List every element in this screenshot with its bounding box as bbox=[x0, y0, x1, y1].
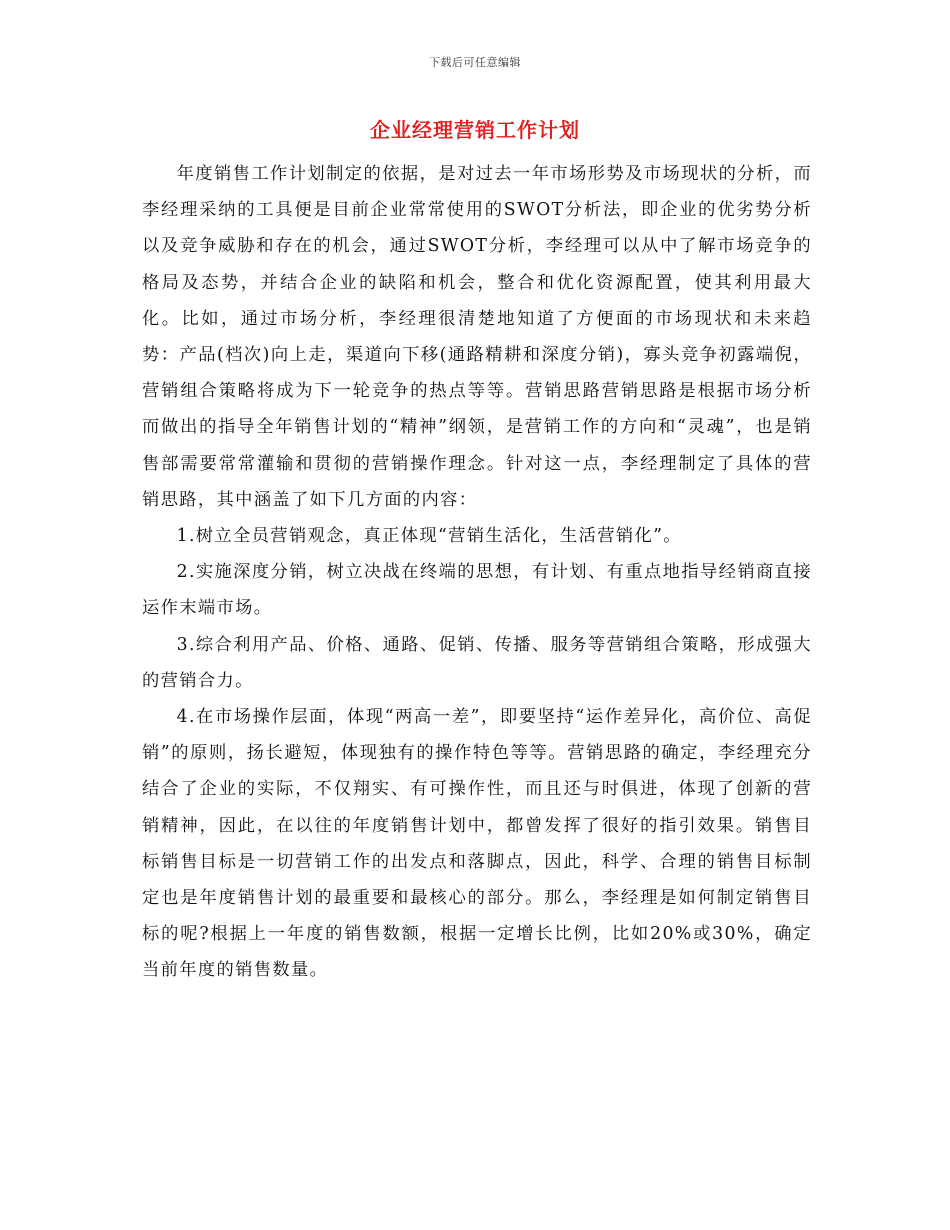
paragraph-item-2: 2.实施深度分销，树立决战在终端的思想，有计划、有重点地指导经销商直接运作末端市场。 bbox=[142, 562, 812, 619]
document-body bbox=[142, 156, 812, 989]
header-note: 下载后可任意编辑 bbox=[429, 56, 521, 69]
paragraph-item-4: 4.在市场操作层面，体现“两高一差”，即要坚持“运作差异化，高价位、高促销”的原则，扬长避短，体现独有的操作特色等等。营销思路的确定，李经理充分结合了企业的实际，不仅翔实、有可操作性，而且还与时俱进，体现了创新的营销精神，因此，在以往的年度销售计划中，都曾发挥了很好的指引效果。销售目标销售目标是一切营销工作的出发点和落脚点，因此，科学、合理的销售目标制定也是年度销售计划的最重要和最核心的部分。那么，李经理是如何制定销售目标的呢?根据上一年度的销售数额，根据一定增长比例，比如20%或30%，确定当前年度的销售数量。 bbox=[142, 707, 812, 981]
paragraph-intro: 年度销售工作计划制定的依据，是对过去一年市场形势及市场现状的分析，而李经理采纳的工具便是目前企业常常使用的SWOT分析法，即企业的优劣势分析以及竞争威胁和存在的机会，通过SWOT分析，李经理可以从中了解市场竞争的格局及态势，并结合企业的缺陷和机会，整合和优化资源配置，使其利用最大化。比如，通过市场分析，李经理很清楚地知道了方便面的市场现状和未来趋势：产品(档次)向上走，渠道向下移(通路精耕和深度分销)，寡头竞争初露端倪，营销组合策略将成为下一轮竞争的热点等等。营销思路营销思路是根据市场分析而做出的指导全年销售计划的“精神”纲领，是营销工作的方向和“灵魂”，也是销售部需要常常灌输和贯彻的营销操作理念。针对这一点，李经理制定了具体的营销思路，其中涵盖了如下几方面的内容： bbox=[142, 164, 812, 510]
paragraph-item-3: 3.综合利用产品、价格、通路、促销、传播、服务等营销组合策略，形成强大的营销合力。 bbox=[142, 634, 812, 691]
document-title: 企业经理营销工作计划 bbox=[370, 118, 580, 142]
paragraph-item-1: 1.树立全员营销观念，真正体现“营销生活化，生活营销化”。 bbox=[176, 526, 682, 547]
